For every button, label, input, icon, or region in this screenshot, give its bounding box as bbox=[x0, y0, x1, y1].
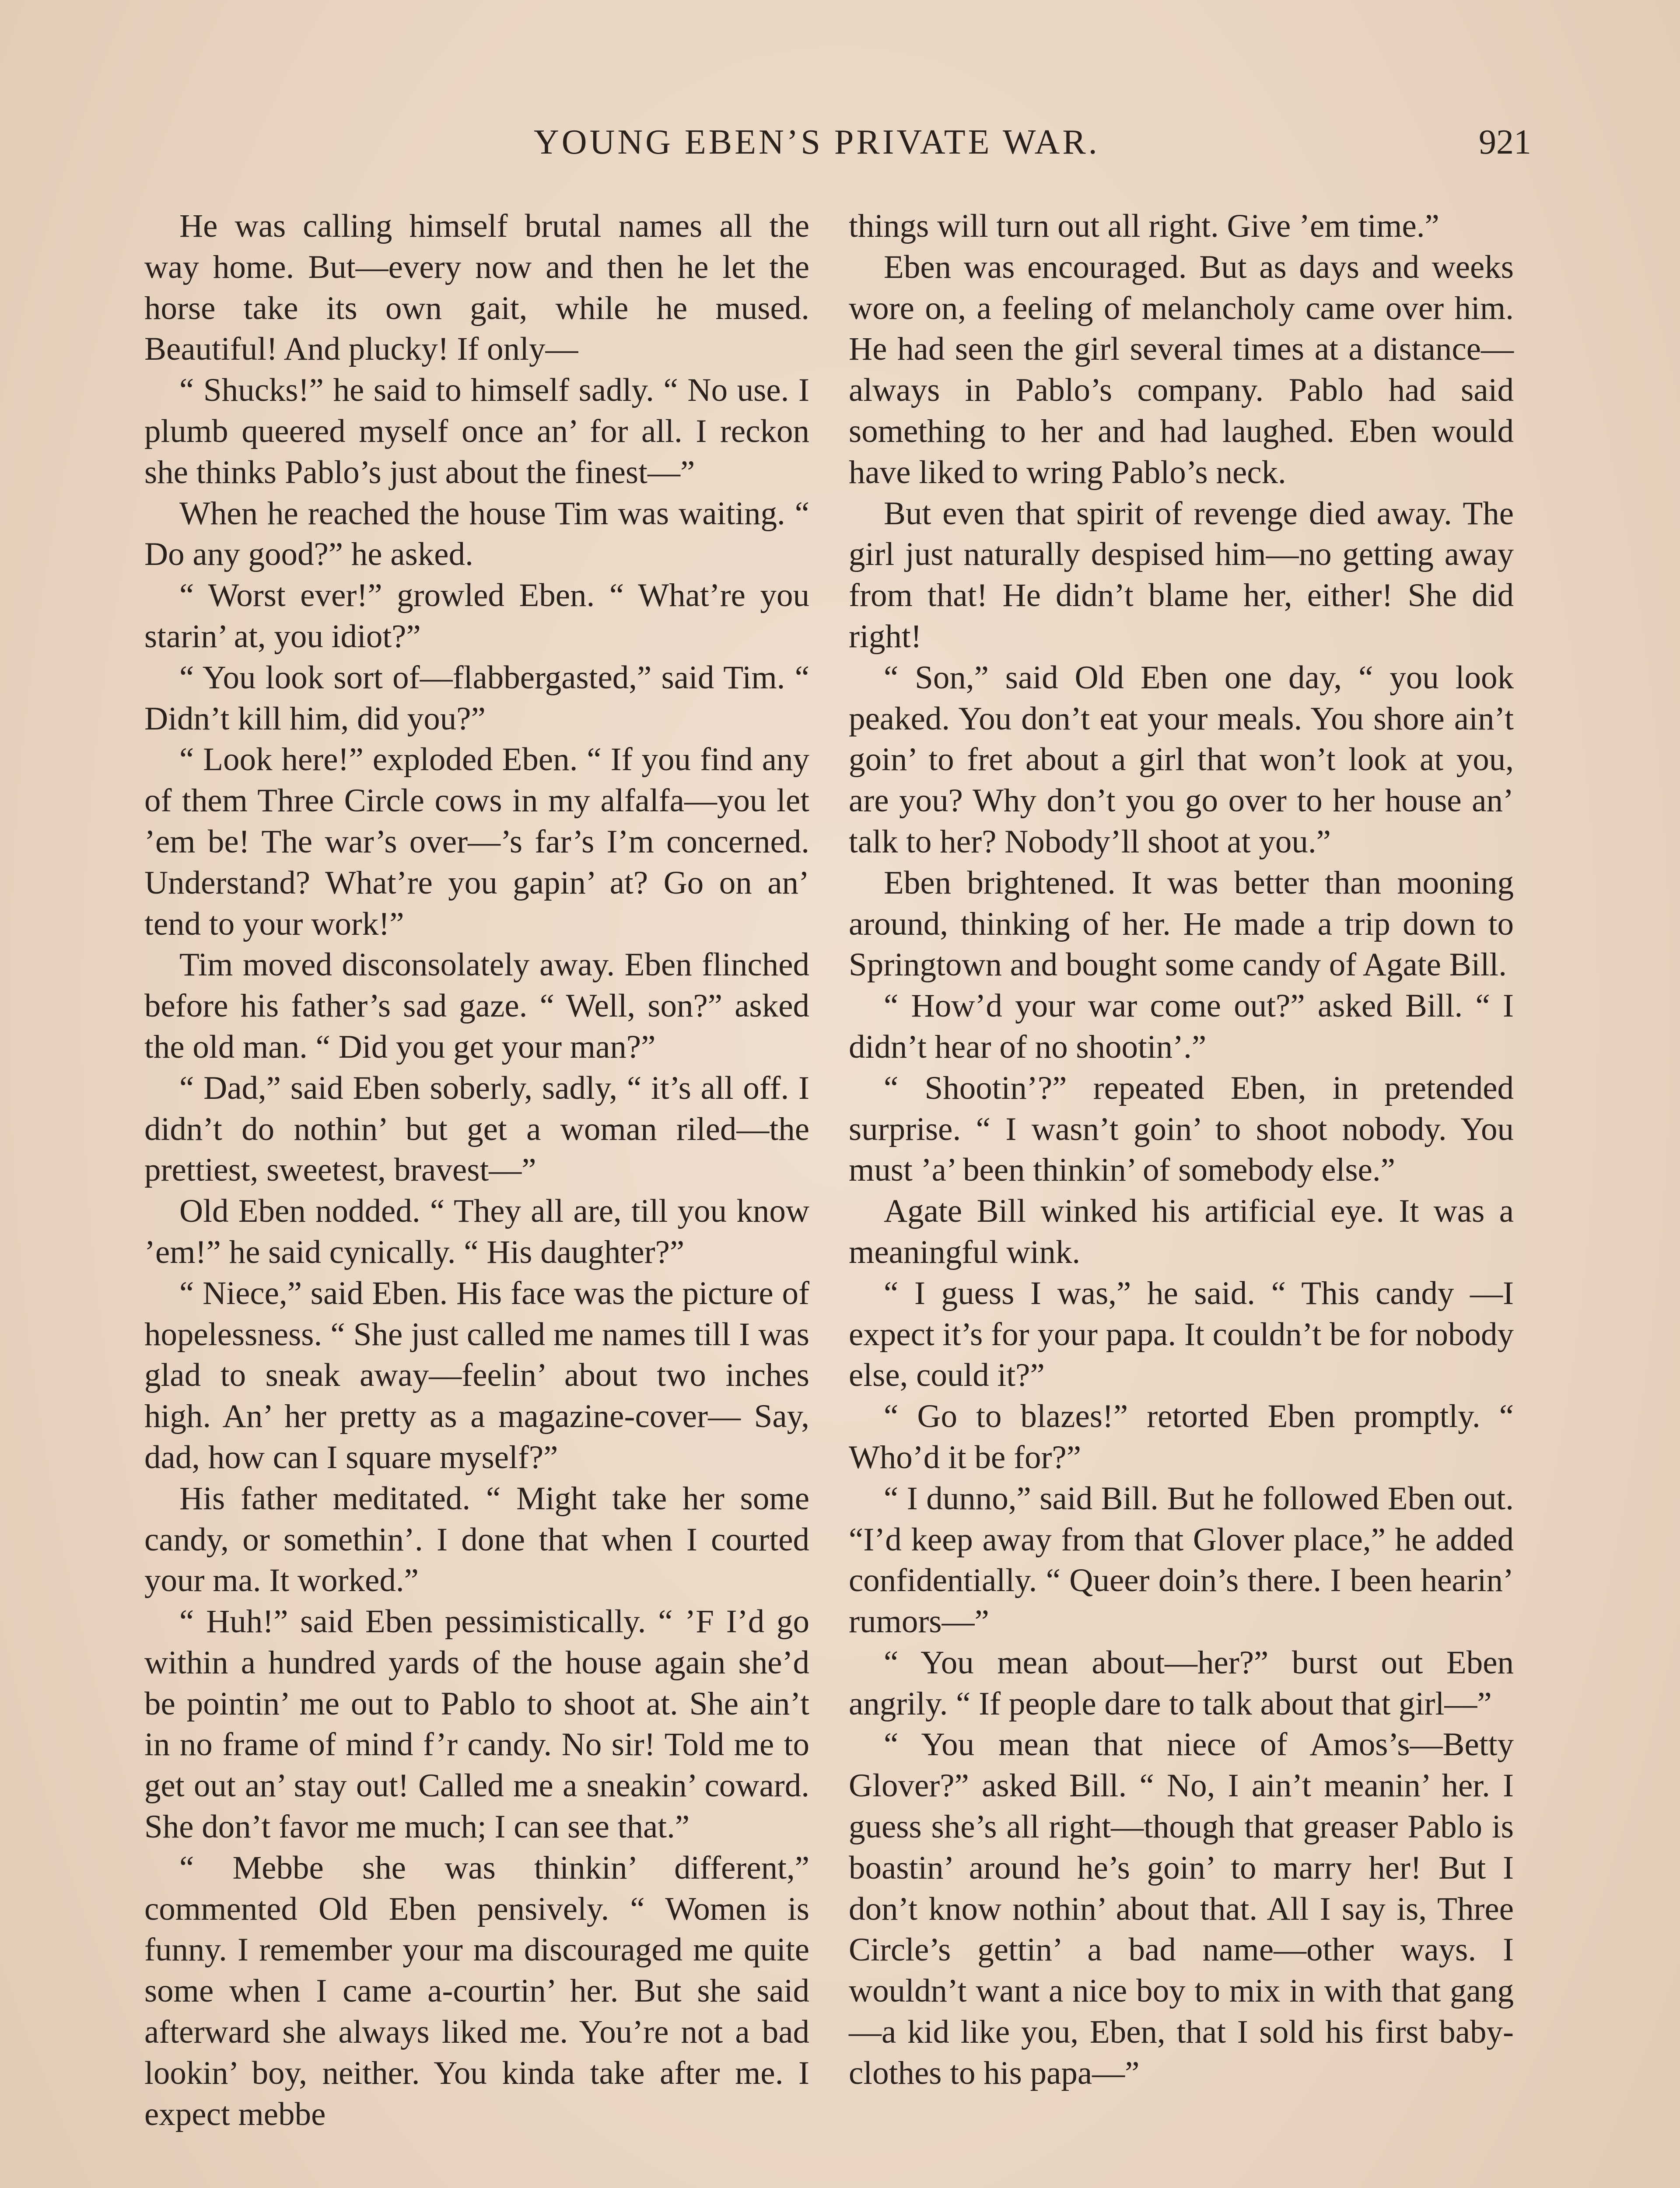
paragraph: But even that spirit of revenge died away. The girl just naturally despised him—no getting away from that! He didn’t blame her, either! She did right! bbox=[849, 495, 1514, 655]
paragraph: “ You look sort of—flabbergasted,” said Tim. “ Didn’t kill him, did you?” bbox=[144, 659, 809, 737]
paragraph: He was calling himself brutal names all the way home. But—every now and then he let the horse take its own gait, while he mused. Beautiful! And plucky! If only— bbox=[144, 208, 809, 368]
paragraph: Old Eben nodded. “ They all are, till you know ’em!” he said cynically. “ His daughter?” bbox=[144, 1193, 809, 1270]
paragraph: “ Mebbe she was thinkin’ different,” commented Old Eben pensively. “ Women is funny. I remember your ma discouraged me quite some when I came a-courtin’ her. But she said afterward she always liked me. You’re not a bad lookin’ boy, neither. You kinda take after me. I expect mebbe bbox=[144, 1849, 809, 2132]
paragraph: “ Shootin’?” repeated Eben, in pretended surprise. “ I wasn’t goin’ to shoot nobody. You must ’a’ been thinkin’ of somebody else.” bbox=[849, 1069, 1514, 1189]
paragraph: Eben brightened. It was better than mooning around, thinking of her. He made a trip down to Springtown and bought some candy of Agate Bill. bbox=[849, 864, 1514, 983]
paragraph: “ I guess I was,” he said. “ This candy —I expect it’s for your papa. It couldn’t be for nobody else, could it?” bbox=[849, 1275, 1514, 1394]
paragraph: “ You mean that niece of Amos’s—Betty Glover?” asked Bill. “ No, I ain’t meanin’ her. I guess she’s all right—though that greaser Pablo is boastin’ around he’s goin’ to marry her! But I don’t know nothin’ about that. All I say is, Three Circle’s gettin’ a bad name—other ways. I wouldn’t want a nice boy to mix in with that gang—a kid like you, Eben, that I sold his first baby-clothes to his papa—” bbox=[849, 1726, 1514, 2091]
page-number: 921 bbox=[1479, 123, 1531, 161]
left-column bbox=[144, 206, 809, 2135]
paragraph: Eben was encouraged. But as days and weeks wore on, a feeling of melancholy came over him. He had seen the girl several times at a distance—always in Pablo’s company. Pablo had said something to her and had laughed. Eben would have liked to wring Pablo’s neck. bbox=[849, 249, 1514, 491]
paragraph: “ I dunno,” said Bill. But he followed Eben out. “I’d keep away from that Glover place,” he added confidentially. “ Queer doin’s there. I been hearin’ rumors—” bbox=[849, 1480, 1514, 1640]
paragraph: “ How’d your war come out?” asked Bill. “ I didn’t hear of no shootin’.” bbox=[849, 988, 1514, 1065]
paragraph: Agate Bill winked his artificial eye. It was a meaningful wink. bbox=[849, 1193, 1514, 1270]
paragraph: His father meditated. “ Might take her some candy, or somethin’. I done that when I courted your ma. It worked.” bbox=[144, 1480, 809, 1599]
paragraph: things will turn out all right. Give ’em time.” bbox=[849, 208, 1439, 244]
paragraph: Tim moved disconsolately away. Eben flinched before his father’s sad gaze. “ Well, son?” asked the old man. “ Did you get your man?” bbox=[144, 947, 809, 1065]
paragraph: “ Look here!” exploded Eben. “ If you find any of them Three Circle cows in my alfalfa—you let ’em be! The war’s over—’s far’s I’m concerned. Understand? What’re you gapin’ at? Go on an’ tend to your work!” bbox=[144, 741, 809, 942]
paragraph: “ Dad,” said Eben soberly, sadly, “ it’s all off. I didn’t do nothin’ but get a woman riled—the prettiest, sweetest, bravest—” bbox=[144, 1069, 809, 1189]
paragraph: “ Go to blazes!” retorted Eben promptly. “ Who’d it be for?” bbox=[849, 1398, 1514, 1476]
paragraph: “ Son,” said Old Eben one day, “ you look peaked. You don’t eat your meals. You shore ain’t goin’ to fret about a girl that won’t look at you, are you? Why don’t you go over to her house an’ talk to her? Nobody’ll shoot at you.” bbox=[849, 659, 1514, 860]
running-title: YOUNG EBEN’S PRIVATE WAR. bbox=[534, 123, 1100, 161]
paragraph: “ Huh!” said Eben pessimistically. “ ’F I’d go within a hundred yards of the house again she’d be pointin’ me out to Pablo to shoot at. She ain’t in no frame of mind f’r candy. No sir! Told me to get out an’ stay out! Called me a sneakin’ coward. She don’t favor me much; I can see that.” bbox=[144, 1603, 809, 1845]
paragraph: “ Shucks!” he said to himself sadly. “ No use. I plumb queered myself once an’ for all. I reckon she thinks Pablo’s just about the finest—” bbox=[144, 372, 809, 491]
paragraph: “ You mean about—her?” burst out Eben angrily. “ If people dare to talk about that girl—” bbox=[849, 1644, 1514, 1722]
paragraph: “ Niece,” said Eben. His face was the picture of hopelessness. “ She just called me names till I was glad to sneak away—feelin’ about two inches high. An’ her pretty as a magazine-cover— Say, dad, how can I square myself?” bbox=[144, 1275, 809, 1476]
paragraph: When he reached the house Tim was waiting. “ Do any good?” he asked. bbox=[144, 495, 809, 573]
right-column bbox=[849, 206, 1514, 2094]
paragraph: “ Worst ever!” growled Eben. “ What’re you starin’ at, you idiot?” bbox=[144, 577, 809, 655]
